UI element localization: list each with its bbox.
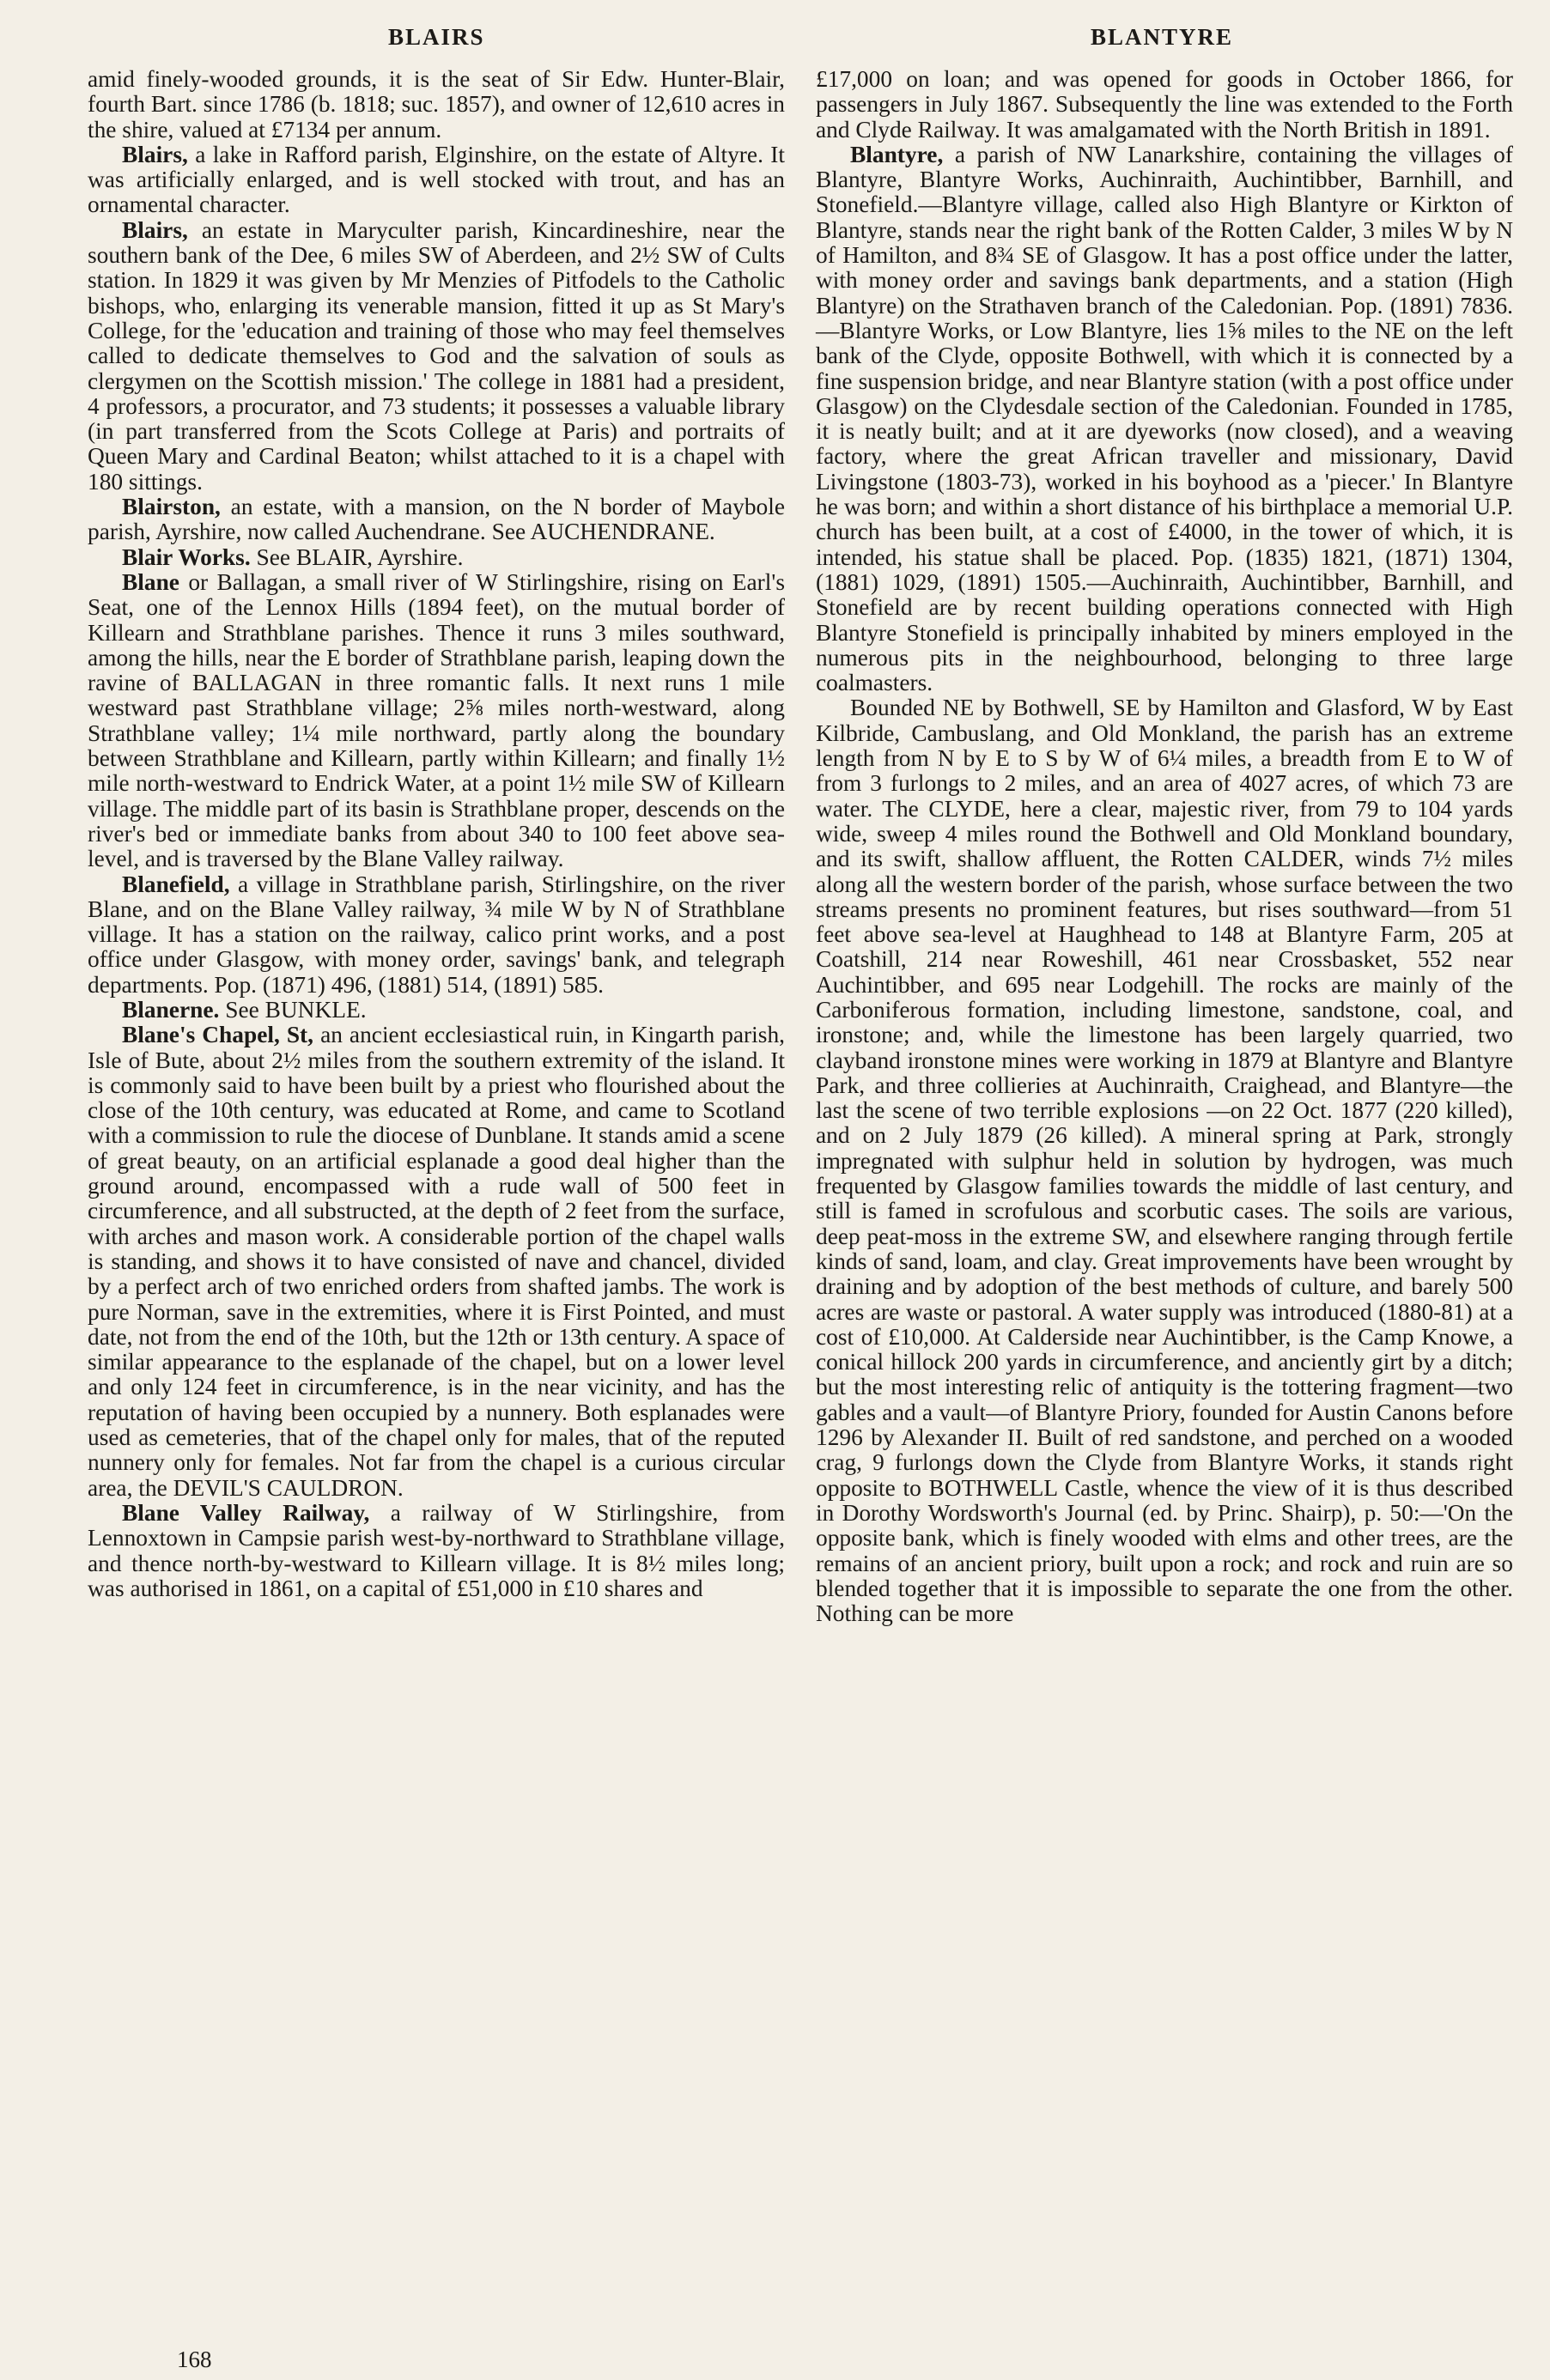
entry-blantyre: Blantyre, a parish of NW Lanarkshire, containing the villages of Blantyre, Blantyre Works, Auchinraith, Auchintibber, Barnhill, and Stonefield.—Blantyre village, called also High Blantyre or Kirkton of Blantyre, stands near the right bank of the Rotten Calder, 3 miles W by N of Hamilton, and 8¾ SE of Glasgow. It has a post office under the latter, with money order and savings bank departments, and a station (High Blantyre) on the Strathaven branch of the Caledonian. Pop. (1891) 7836.—Blantyre Works, or Low Blantyre, lies 1⅝ miles to the NE on the left bank of the Clyde, opposite Bothwell, with which it is connected by a fine suspension bridge, and near Blantyre station (with a post office under Glasgow) on the Clydesdale section of the Caledonian. Founded in 1785, it is neatly built; and at it are dyeworks (now closed), and a weaving factory, where the great African traveller and missionary, David Livingstone (1803-73), worked in his boyhood as a 'piecer.' In Blantyre he was born; and within a short distance of his birthplace a memorial U.P. church has been built, at a cost of £4000, in the tower of which, it is intended, his statue shall be placed. Pop. (1835) 1821, (1871) 1304, (1881) 1029, (1891) 1505.—Auchinraith, Auchintibber, Barnhill, and Stonefield are by recent building operations connected with High Blantyre Stonefield is principally inhabited by miners employed in the numerous pits in the neighbourhood, belonging to three large coalmasters. <box>816 141 1513 696</box>
entry-blairston: Blairston, an estate, with a mansion, on the N border of Maybole parish, Ayrshire, now called Auchendrane. See AUCHENDRANE. <box>88 494 785 545</box>
entry-railway-continued: £17,000 on loan; and was opened for goods in October 1866, for passengers in July 1867. Subsequently the line was extended to the Forth and Clyde Railway. It was amalgamated with the North British in 1891. <box>816 66 1513 143</box>
entry-blair-works: Blair Works. See BLAIR, Ayrshire. <box>122 543 464 570</box>
entry-blairs-continued: amid finely-wooded grounds, it is the seat of Sir Edw. Hunter-Blair, fourth Bart. since 1786 (b. 1818; suc. 1857), and owner of 12,610 acres in the shire, valued at £7134 per annum. <box>88 66 785 143</box>
entry-blantyre-bounds: Bounded NE by Bothwell, SE by Hamilton and Glasford, W by East Kilbride, Cambuslang, and Old Monkland, the parish has an extreme length from N by E to S by W of 6¼ miles, a breadth from E to W of from 3 furlongs to 2 miles, and an area of 4027 acres, of which 73 are water. The CLYDE, here a clear, majestic river, from 79 to 104 yards wide, sweep 4 miles round the Bothwell and Old Monkland boundary, and its swift, shallow affluent, the Rotten CALDER, winds 7½ miles along all the western border of the parish, whose surface between the two streams presents no prominent features, but rises southward—from 51 feet above sea-level at Haughhead to 148 at Blantyre Farm, 205 at Coatshill, 214 near Roweshill, 461 near Crossbasket, 552 near Auchintibber, and 695 near Lodgehill. The rocks are mainly of the Carboniferous formation, including limestone, sandstone, coal, and ironstone; and, while the limestone has been largely quarried, two clayband ironstone mines were working in 1879 at Blantyre and Blantyre Park, and three collieries at Auchinraith, Craighead, and Blantyre—the last the scene of two terrible explosions —on 22 Oct. 1877 (220 killed), and on 2 July 1879 (26 killed). A mineral spring at Park, strongly impregnated with sulphur held in solution by hydrogen, was much frequented by Glasgow families towards the middle of last century, and still is famed in scrofulous and scorbutic cases. The soils are various, deep peat-moss in the extreme SW, and elsewhere ranging through fertile kinds of sand, loam, and clay. Great improvements have been wrought by draining and by adoption of the best methods of culture, and barely 500 acres are waste or pastoral. A water supply was introduced (1880-81) at a cost of £10,000. At Calderside near Auchintibber, is the Camp Knowe, a conical hillock 200 yards in circumference, and anciently girt by a ditch; but the most interesting relic of antiquity is the tottering fragment—two gables and a vault—of Blantyre Priory, founded for Austin Canons before 1296 by Alexander II. Built of red sandstone, and perched on a wooded crag, 9 furlongs down the Clyde from Blantyre Works, it stands right opposite to BOTHWELL Castle, whence the view of it is thus described in Dorothy Wordsworth's Journal (ed. by Princ. Shairp), p. 50:—'On the opposite bank, which is finely wooded with elms and other trees, are the remains of an ancient priory, built upon a rock; and rock and ruin are so blended together that it is impossible to separate the one from the other. Nothing can be more <box>816 695 1513 1627</box>
entry-blairs-estate: Blairs, an estate in Maryculter parish, Kincardineshire, near the southern bank of the Dee, 6 miles SW of Aberdeen, and 2½ SW of Cults station. In 1829 it was given by Mr Menzies of Pitfodels to the Catholic bishops, who, enlarging its venerable mansion, fitted it up as St Mary's College, for the 'education and training of those who may feel themselves called to dedicate themselves to God and the salvation of souls as clergymen on the Scottish mission.' The college in 1881 had a president, 4 professors, a procurator, and 73 students; it possesses a valuable library (in part transferred from the Scots College at Paris) and portraits of Queen Mary and Cardinal Beaton; whilst attached to it is a chapel with 180 sittings. <box>88 216 785 495</box>
running-header-right: BLANTYRE <box>1091 24 1234 50</box>
entry-blairs-lake: Blairs, a lake in Rafford parish, Elginshire, on the estate of Altyre. It was artificially enlarged, and is well stocked with trout, and has an ornamental character. <box>88 141 785 218</box>
entry-blanerne: Blanerne. See BUNKLE. <box>122 996 367 1023</box>
entry-blanes-chapel: Blane's Chapel, St, an ancient ecclesiastical ruin, in Kingarth parish, Isle of Bute, about 2½ miles from the southern extremity of the island. It is commonly said to have been built by a priest who flourished about the close of the 10th century, was educated at Rome, and came to Scotland with a commission to rule the diocese of Dunblane. It stands amid a scene of great beauty, on an artificial esplanade a good deal higher than the ground around, encompassed with a rude wall of 500 feet in circumference, and all substructed, at the depth of 2 feet from the surface, with arches and mason work. A considerable portion of the chapel walls is standing, and shows it to have consisted of nave and chancel, divided by a perfect arch of two enriched orders from shafted jambs. The work is pure Norman, save in the extremities, where it is First Pointed, and must date, not from the end of the 10th, but the 12th or 13th century. A space of similar appearance to the esplanade of the chapel, but on a lower level and only 124 feet in circumference, is in the near vicinity, and has the reputation of having been occupied by a nunnery. Both esplanades were used as cemeteries, that of the chapel only for males, that of the reputed nunnery only for females. Not far from the chapel is a curious circular area, the DEVIL'S CAULDRON. <box>88 1022 785 1501</box>
entry-blanefield: Blanefield, a village in Strathblane parish, Stirlingshire, on the river Blane, and on the Blane Valley railway, ¾ mile W by N of Strathblane village. It has a station on the railway, calico print works, and a post office under Glasgow, with money order, savings' bank, and telegraph departments. Pop. (1871) 496, (1881) 514, (1891) 585. <box>88 871 785 998</box>
page-number: 168 <box>177 2347 212 2372</box>
right-column <box>816 67 1513 1626</box>
entry-blane: Blane or Ballagan, a small river of W Stirlingshire, rising on Earl's Seat, one of the Lennox Hills (1894 feet), on the mutual border of Killearn and Strathblane parishes. Thence it runs 3 miles southward, among the hills, near the E border of Strathblane parish, leaping down the ravine of BALLAGAN in three romantic falls. It next runs 1 mile westward past Strathblane village; 2⅝ miles north-westward, along Strathblane valley; 1¼ mile northward, partly along the boundary between Strathblane and Killearn, partly within Killearn; and finally 1½ mile north-westward to Endrick Water, at a point 1½ mile SW of Killearn village. The middle part of its basin is Strathblane proper, descends on the river's bed or immediate banks from about 340 to 100 feet above sea-level, and is traversed by the Blane Valley railway. <box>88 568 785 872</box>
running-header-left: BLAIRS <box>388 24 485 50</box>
left-column <box>88 67 785 1601</box>
entry-blane-valley-railway: Blane Valley Railway, a railway of W Stirlingshire, from Lennoxtown in Campsie parish west-by-northward to Strathblane village, and thence north-by-westward to Killearn village. It is 8½ miles long; was authorised in 1861, on a capital of £51,000 in £10 shares and <box>88 1499 785 1601</box>
